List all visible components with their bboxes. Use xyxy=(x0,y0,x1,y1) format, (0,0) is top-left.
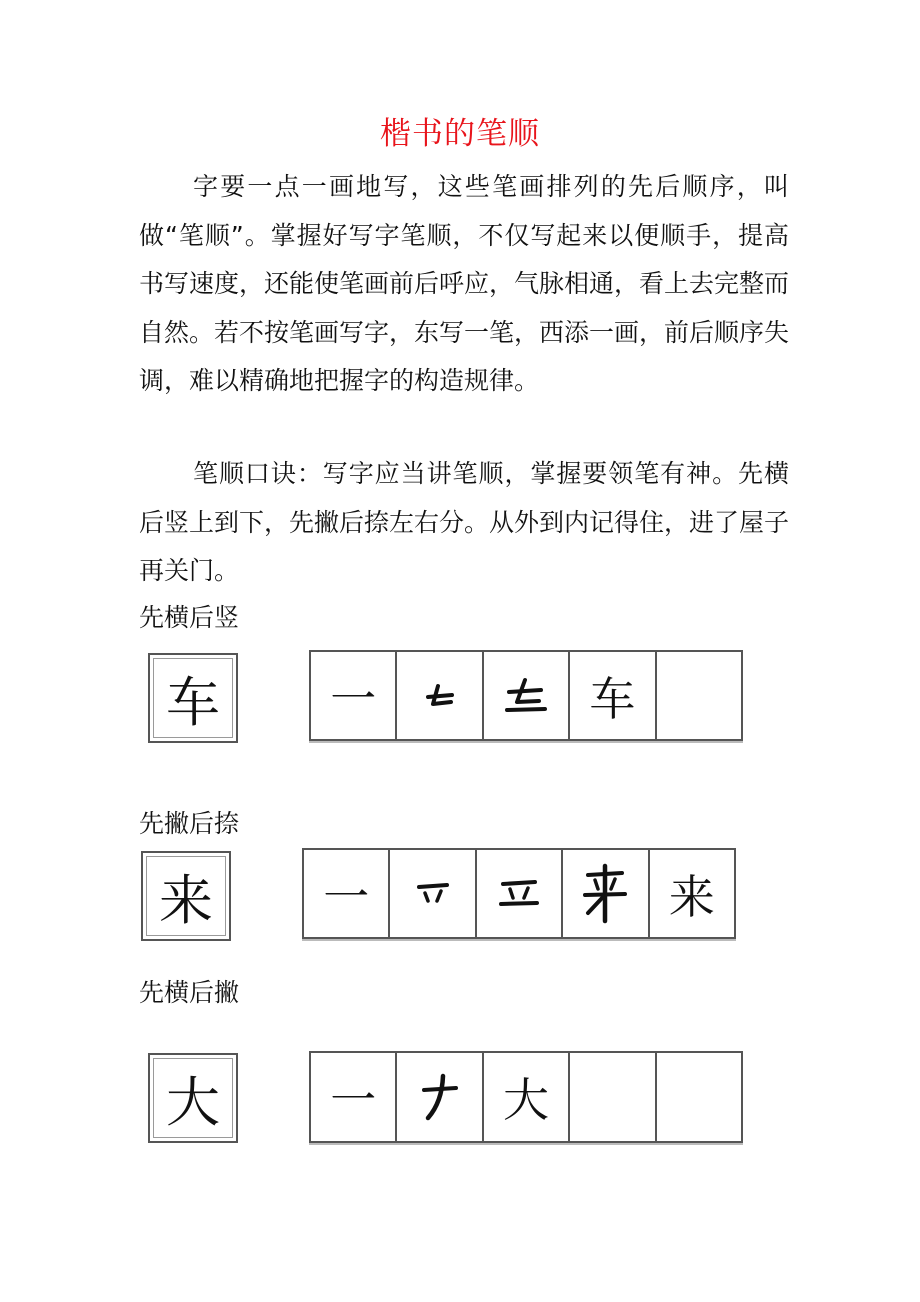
partial-lai-icon xyxy=(580,863,630,925)
partial-lai-icon xyxy=(497,876,541,912)
partial-che-icon xyxy=(420,676,460,716)
stroke-step-4 xyxy=(570,1053,656,1141)
section-label-heng-pie: 先横后撇 xyxy=(139,978,240,1007)
stroke-step-2 xyxy=(390,850,476,937)
stroke-step-5 xyxy=(657,1053,741,1141)
partial-da-icon xyxy=(418,1072,462,1122)
example-character-box xyxy=(148,1053,238,1143)
example-character: 车 xyxy=(166,670,220,734)
partial-che-icon xyxy=(503,676,549,716)
section-label-heng-shu: 先横后竖 xyxy=(139,603,240,632)
example-character: 来 xyxy=(159,868,213,932)
example-character-box xyxy=(148,653,238,743)
stroke-step-2 xyxy=(397,652,483,739)
stroke-step-4: 车 xyxy=(570,652,656,739)
stroke-step-3 xyxy=(484,652,570,739)
stroke-step-1: 一 xyxy=(311,1053,397,1141)
stroke-order-strip xyxy=(309,650,743,741)
page-title: 楷书的笔顺 xyxy=(380,116,540,152)
section-label-pie-na: 先撇后捺 xyxy=(139,809,240,838)
partial-lai-icon xyxy=(413,879,453,909)
stroke-order-strip xyxy=(309,1051,743,1143)
intro-paragraph: 字要一点一画地写，这些笔画排列的先后顺序，叫做“笔顺”。掌握好写字笔顺，不仅写起来以便顺手，提高书写速度，还能使笔画前后呼应，气脉相通，看上去完整而自然。若不按笔画写字，东写一笔，西添一画，前后顺序失调，难以精确地把握字的构造规律。 xyxy=(139,172,790,395)
stroke-step-3 xyxy=(477,850,563,937)
example-character: 大 xyxy=(166,1070,220,1134)
stroke-step-3: 大 xyxy=(484,1053,570,1141)
stroke-step-1: 一 xyxy=(311,652,397,739)
stroke-step-2 xyxy=(397,1053,483,1141)
stroke-step-4 xyxy=(563,850,649,937)
stroke-step-1: 一 xyxy=(304,850,390,937)
example-character-box xyxy=(141,851,231,941)
stroke-step-5: 来 xyxy=(668,869,715,924)
stroke-step-5 xyxy=(657,652,741,739)
stroke-order-strip xyxy=(302,848,736,939)
mnemonic-paragraph: 笔顺口诀：写字应当讲笔顺，掌握要领笔有神。先横后竖上到下，先撇后捺左右分。从外到内记得住，进了屋子再关门。 xyxy=(139,459,790,585)
